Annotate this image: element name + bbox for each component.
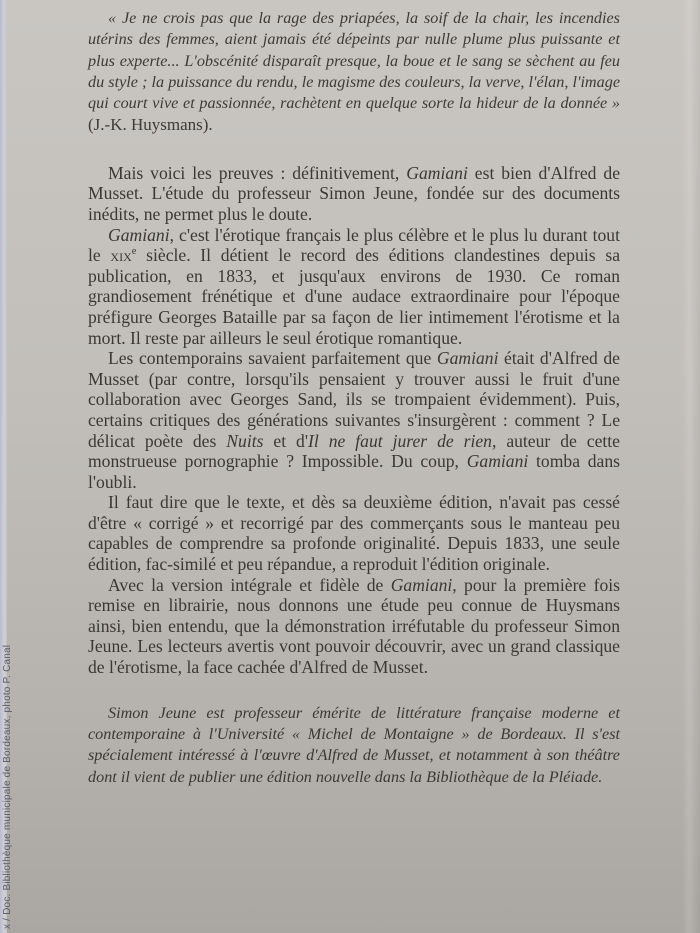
- text-run: Simon Jeune est professeur émérite de littérature française moderne et contemporaine à l'Université « Michel de Montaigne » de Bordeaux. Il s'est spécialement intéressé à l'œuvre d'Alfred de Musset, et notamment à son théâtre dont il vient de publier une édition nouvelle dans la Bibliothèque de la Pléiade.: [88, 703, 620, 786]
- paragraph: [88, 348, 620, 492]
- italic-title: Gamiani: [436, 348, 499, 369]
- bio-paragraph: [88, 703, 620, 789]
- italic-title: Il ne faut jurer de rien: [308, 430, 492, 451]
- text-run: Il faut dire que le texte, et dès sa deuxième édition, n'avait pas cessé d'être « corrigé » et recorrigé par des commerçants sous le manteau peu capables de comprendre sa profonde originalité. Depuis 1833, une seule édition, fac-similé et peu répandue, a reproduit l'édition originale.: [88, 492, 620, 575]
- author-bio: [88, 703, 620, 789]
- paragraph: [88, 575, 620, 678]
- text-run: est bien d'Alfred de Musset. L'étude du professeur Simon Jeune, fondée sur des documents inédits, ne permet plus le doute.: [88, 162, 620, 224]
- epigraph-text: « Je ne crois pas que la rage des priapées, la soif de la chair, les incendies utérins des femmes, aient jamais été dépeints par nulle plume plus puissante et plus experte... L'obscénité disparaît presque, la boue et le sang se sèchent au feu du style ; la puissance du rendu, le magisme des couleurs, la verve, l'élan, l'image qui court vive et passionnée, rachètent en quelque sorte la hideur de la donnée »: [88, 9, 620, 113]
- paragraph: [88, 163, 620, 225]
- superscript: e: [131, 246, 137, 258]
- italic-title: Gamiani: [466, 451, 529, 472]
- italic-title: Gamiani: [406, 162, 468, 183]
- text-run: Avec la version intégrale et fidèle de: [108, 574, 391, 595]
- text-run: était d'Alfred de Musset (par contre, lorsqu'ils pensaient y trouver aussi le fruit d'une collaboration avec Georges Sand, ils se trompaient évidemment). Puis, certains critiques des générations suivantes s'insurgèrent : comment ? Le délicat poète des: [88, 348, 620, 451]
- text-run: siècle. Il détient le record des éditions clandestines depuis sa publication, en 1833, et jusqu'aux environs de 1930. Ce roman grandiosement frénétique et d'une audace extraordinaire pour l'époque préfigure Georges Bataille par sa façon de lier intimement l'érotisme et la mort. Il reste par ailleurs le seul érotique romantique.: [88, 245, 620, 348]
- blurb-body: [88, 163, 620, 678]
- italic-title: Nuits: [226, 430, 264, 451]
- text-run: , c'est l'érotique français le plus célèbre et le plus lu durant tout le: [88, 224, 620, 266]
- epigraph-attribution: (J.-K. Huysmans).: [88, 115, 213, 135]
- paragraph: [88, 225, 620, 349]
- epigraph: [88, 8, 620, 137]
- book-edge-right: [682, 0, 700, 933]
- back-cover-text: [88, 8, 620, 788]
- text-run: , pour la première fois remise en librairie, nous donnons une étude peu connue de Huysmans ainsi, bien entendu, que la démonstration irréfutable du professeur Simon Jeune. Les lecteurs avertis vont pouvoir découvrir, avec un grand classique de l'érotisme, la face cachée d'Alfred de Musset.: [88, 574, 620, 678]
- paragraph: [88, 492, 620, 574]
- photo-credit: x / Doc. Bibliothèque municipale de Bordeaux, photo P. Canal: [2, 644, 13, 929]
- text-run: tomba dans l'oubli.: [88, 451, 620, 492]
- italic-title: Gamiani: [390, 574, 453, 595]
- small-caps: xix: [110, 245, 132, 266]
- text-run: Les contemporains savaient parfaitement que: [108, 348, 437, 369]
- text-run: et d': [263, 430, 309, 451]
- text-run: , auteur de cette monstrueuse pornographie ? Impossible. Du coup,: [88, 430, 620, 472]
- italic-title: Gamiani: [108, 224, 170, 245]
- text-run: Mais voici les preuves : définitivement,: [108, 162, 407, 183]
